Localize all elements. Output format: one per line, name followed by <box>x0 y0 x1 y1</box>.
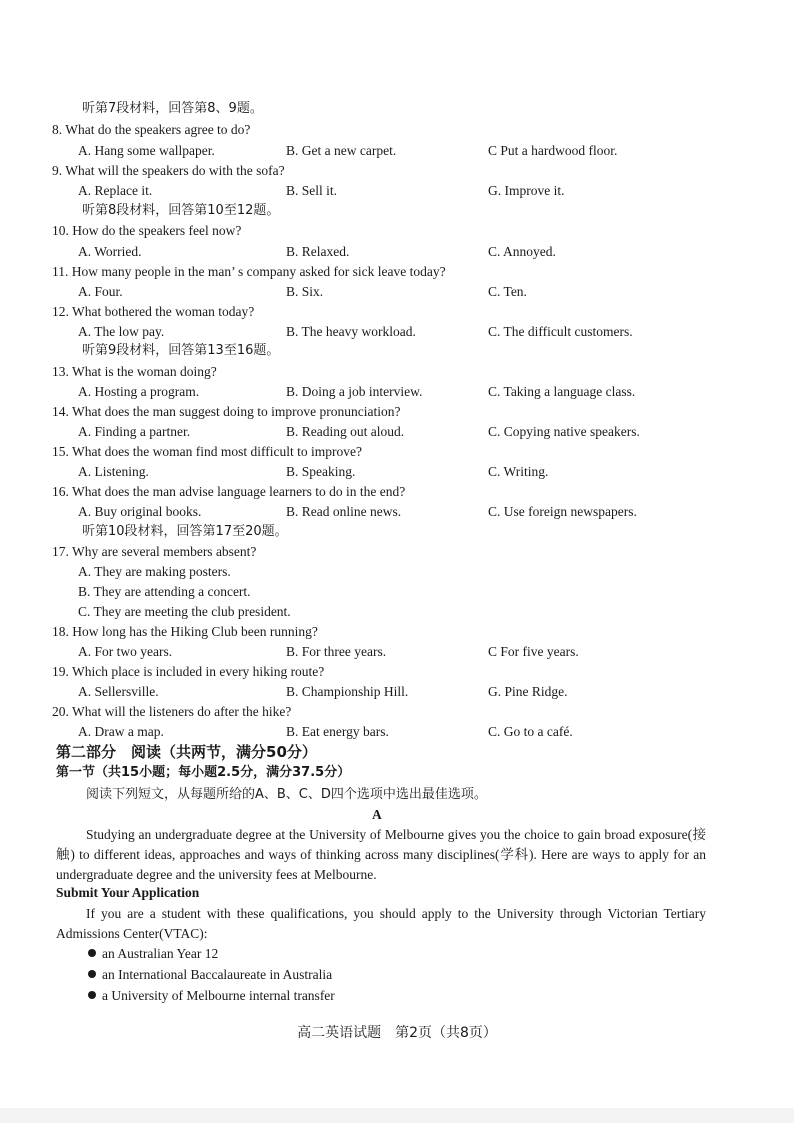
answer-option: B. Relaxed. <box>286 244 350 259</box>
passage-paragraph-2: If you are a student with these qualifications, you should apply to the University through Victorian Tertiary Admissions Center(VTAC): <box>56 906 706 941</box>
question-stem: 8. What do the speakers agree to do? <box>52 122 251 137</box>
question-stem: 10. How do the speakers feel now? <box>52 223 242 238</box>
answer-option: A. Hang some wallpaper. <box>78 143 215 158</box>
answer-option: A. They are making posters. <box>78 564 231 579</box>
answer-option: G. Pine Ridge. <box>488 684 568 699</box>
answer-option: C. Taking a language class. <box>488 384 636 399</box>
answer-option: B. For three years. <box>286 644 387 659</box>
question-stem: 12. What bothered the woman today? <box>52 304 255 319</box>
answer-option: C. Use foreign newspapers. <box>488 504 637 519</box>
passage-letter: A <box>372 807 382 822</box>
answer-option: B. The heavy workload. <box>286 324 416 339</box>
answer-option: A. Finding a partner. <box>78 424 191 439</box>
answer-option: C. Ten. <box>488 284 527 299</box>
section1-heading: 第一节（共15小题；每小题2.5分，满分37.5分） <box>56 765 351 780</box>
reading-instruction: 阅读下列短文，从每题所给的A、B、C、D四个选项中选出最佳选项。 <box>86 787 487 802</box>
answer-option: B. Sell it. <box>286 183 338 198</box>
answer-option: B. Speaking. <box>286 464 356 479</box>
answer-option: B. Read online news. <box>286 504 402 519</box>
question-stem: 9. What will the speakers do with the sofa? <box>52 163 285 178</box>
answer-option: A. Sellersville. <box>78 684 159 699</box>
bullet-icon <box>88 991 96 999</box>
answer-option: B. Eat energy bars. <box>286 724 389 739</box>
answer-option: C Put a hardwood floor. <box>488 143 618 158</box>
bullet-item: an Australian Year 12 <box>88 945 218 963</box>
part2-heading: 第二部分 阅读（共两节，满分50分） <box>56 743 317 761</box>
answer-option: B. Championship Hill. <box>286 684 409 699</box>
answer-option: C. Go to a café. <box>488 724 573 739</box>
answer-option: A. Draw a map. <box>78 724 164 739</box>
question-stem: 17. Why are several members absent? <box>52 544 257 559</box>
answer-option: A. Worried. <box>78 244 142 259</box>
answer-option: B. Doing a job interview. <box>286 384 423 399</box>
section-intro: 听第10段材料，回答第17至20题。 <box>82 524 288 539</box>
answer-option: C. Writing. <box>488 464 549 479</box>
bullet-item: an International Baccalaureate in Australia <box>88 966 332 984</box>
question-stem: 18. How long has the Hiking Club been running? <box>52 624 318 639</box>
bullet-icon <box>88 949 96 957</box>
section-intro: 听第8段材料，回答第10至12题。 <box>82 203 280 218</box>
passage-paragraph-1: Studying an undergraduate degree at the University of Melbourne gives you the choice to gain broad exposure(接触) to different ideas, approaches and ways of thinking across many disciplines(学科). Here are ways to apply for an undergraduate degree and the university fees at Melbourne. <box>56 827 706 882</box>
question-stem: 20. What will the listeners do after the hike? <box>52 704 292 719</box>
answer-option: C. Annoyed. <box>488 244 556 259</box>
answer-option: A. Four. <box>78 284 123 299</box>
answer-option: A. For two years. <box>78 644 173 659</box>
question-stem: 11. How many people in the man’ s company asked for sick leave today? <box>52 264 446 279</box>
question-stem: 14. What does the man suggest doing to improve pronunciation? <box>52 404 401 419</box>
question-stem: 16. What does the man advise language learners to do in the end? <box>52 484 406 499</box>
question-stem: 19. Which place is included in every hiking route? <box>52 664 325 679</box>
answer-option: A. Replace it. <box>78 183 153 198</box>
subheading-submit-application: Submit Your Application <box>56 885 200 900</box>
answer-option: C. The difficult customers. <box>488 324 633 339</box>
question-stem: 13. What is the woman doing? <box>52 364 217 379</box>
section-intro: 听第7段材料，回答第8、9题。 <box>82 101 263 116</box>
answer-option: B. Six. <box>286 284 324 299</box>
page-footer: 高二英语试题 第2页（共8页） <box>297 1025 497 1041</box>
answer-option: C. Copying native speakers. <box>488 424 640 439</box>
answer-option: B. They are attending a concert. <box>78 584 251 599</box>
answer-option: C. They are meeting the club president. <box>78 604 291 619</box>
section-intro: 听第9段材料，回答第13至16题。 <box>82 343 280 358</box>
answer-option: C For five years. <box>488 644 579 659</box>
page-bottom-band <box>0 1108 794 1123</box>
answer-option: G. Improve it. <box>488 183 565 198</box>
answer-option: A. Listening. <box>78 464 149 479</box>
bullet-item: a University of Melbourne internal transfer <box>88 987 335 1005</box>
answer-option: B. Reading out aloud. <box>286 424 405 439</box>
bullet-icon <box>88 970 96 978</box>
answer-option: A. The low pay. <box>78 324 165 339</box>
answer-option: A. Hosting a program. <box>78 384 200 399</box>
answer-option: A. Buy original books. <box>78 504 202 519</box>
question-stem: 15. What does the woman find most difficult to improve? <box>52 444 362 459</box>
answer-option: B. Get a new carpet. <box>286 143 397 158</box>
